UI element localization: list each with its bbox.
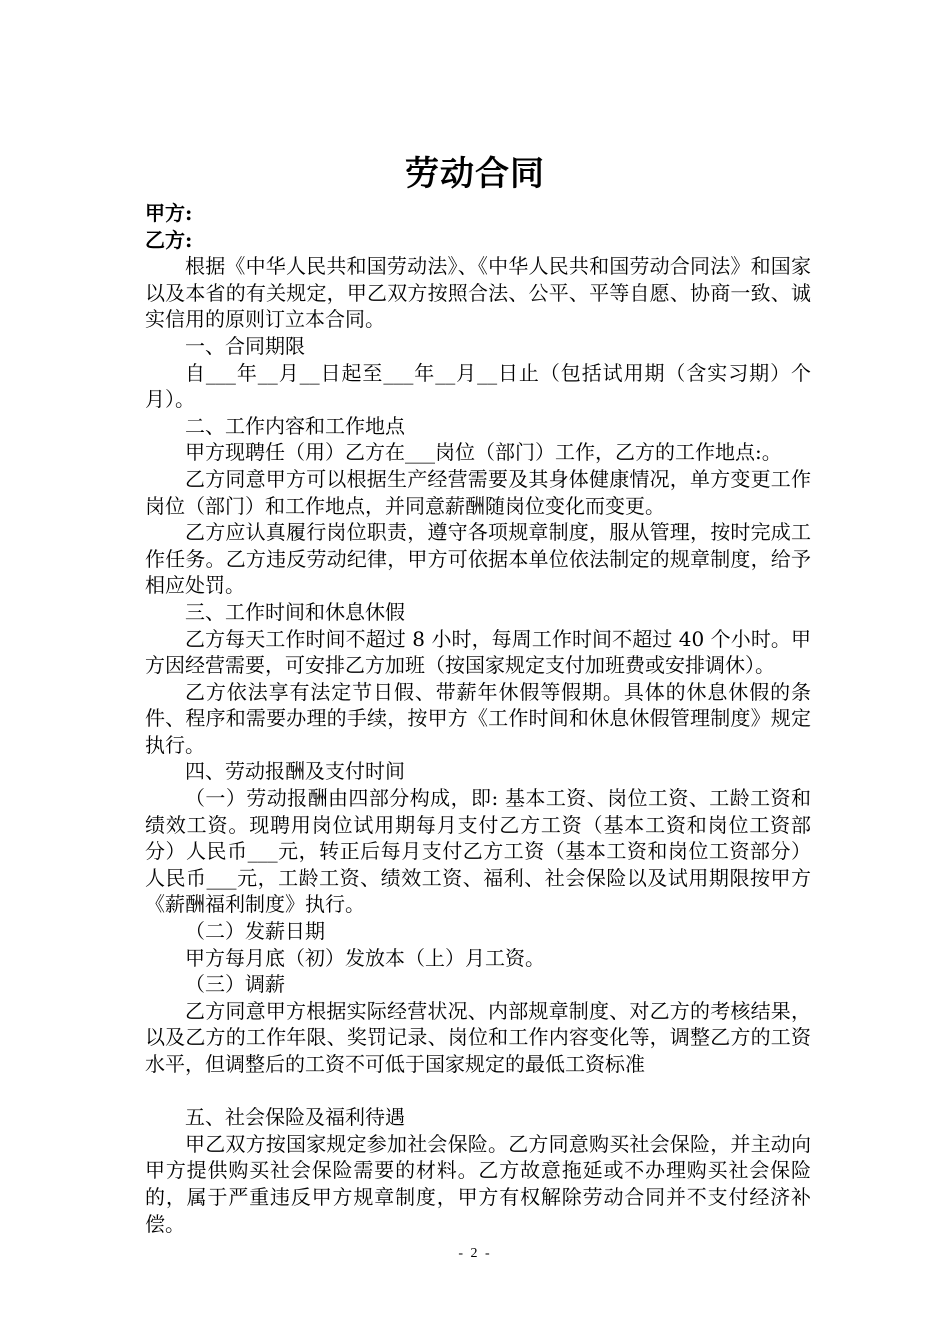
work-duty-paragraph: 乙方应认真履行岗位职责，遵守各项规章制度，服从管理，按时完成工作任务。乙方违反劳动纪律，甲方可依据本单位依法制定的规章制度，给予相应处罚。: [145, 520, 811, 598]
hours-paragraph: 乙方每天工作时间不超过 8 小时，每周工作时间不超过 40 个小时。甲方因经营需要，可安排乙方加班（按国家规定支付加班费或安排调休）。: [145, 626, 811, 678]
pay-structure-paragraph: （一）劳动报酬由四部分构成，即: 基本工资、岗位工资、工龄工资和绩效工资。现聘用岗位试用期每月支付乙方工资（基本工资和岗位工资部分）人民币___元，转正后每月支付乙方工资（基本工资和岗位工资部分）人民币___元，工龄工资、绩效工资、福利、社会保险以及试用期限按甲方《薪酬福利制度》执行。: [145, 786, 811, 917]
subheading-payday: （二）发薪日期: [185, 919, 325, 944]
section-heading-term: 一、合同期限: [185, 333, 305, 358]
adjust-paragraph: 乙方同意甲方根据实际经营状况、内部规章制度、对乙方的考核结果，以及乙方的工作年限、奖罚记录、岗位和工作内容变化等，调整乙方的工资水平，但调整后的工资不可低于国家规定的最低工资标准: [145, 998, 811, 1076]
document-title: 劳动合同: [405, 154, 545, 194]
work-change-paragraph: 乙方同意甲方可以根据生产经营需要及其身体健康情况，单方变更工作岗位（部门）和工作地点，并同意薪酬随岗位变化而变更。: [145, 466, 811, 518]
page-number: - 2 -: [458, 1246, 492, 1261]
section-heading-work: 二、工作内容和工作地点: [185, 413, 405, 438]
subheading-adjust: （三）调薪: [185, 972, 285, 997]
payday-paragraph: 甲方每月底（初）发放本（上）月工资。: [185, 945, 545, 970]
section-heading-hours: 三、工作时间和休息休假: [185, 599, 405, 624]
insurance-paragraph: 甲乙双方按国家规定参加社会保险。乙方同意购买社会保险，并主动向甲方提供购买社会保险需要的材料。乙方故意拖延或不办理购买社会保险的，属于严重违反甲方规章制度，甲方有权解除劳动合同并不支付经济补偿。: [145, 1131, 811, 1236]
term-paragraph: 自___年__月__日起至___年__月__日止（包括试用期（含实习期）个月）。: [145, 360, 811, 412]
section-heading-pay: 四、劳动报酬及支付时间: [185, 759, 405, 784]
blank-line: [145, 1078, 811, 1105]
work-post-paragraph: 甲方现聘任（用）乙方在___岗位（部门）工作，乙方的工作地点:。: [185, 440, 782, 465]
party-a-label: 甲方:: [145, 201, 193, 225]
section-heading-insurance: 五、社会保险及福利待遇: [185, 1105, 405, 1130]
leave-paragraph: 乙方依法享有法定节日假、带薪年休假等假期。具体的休息休假的条件、程序和需要办理的手续，按甲方《工作时间和休息休假管理制度》规定执行。: [145, 679, 811, 757]
document-body: [145, 200, 811, 1237]
intro-paragraph: 根据《中华人民共和国劳动法》、《中华人民共和国劳动合同法》和国家以及本省的有关规定，甲乙双方按照合法、公平、平等自愿、协商一致、诚实信用的原则订立本合同。: [145, 254, 811, 332]
party-b-label: 乙方:: [145, 227, 193, 252]
